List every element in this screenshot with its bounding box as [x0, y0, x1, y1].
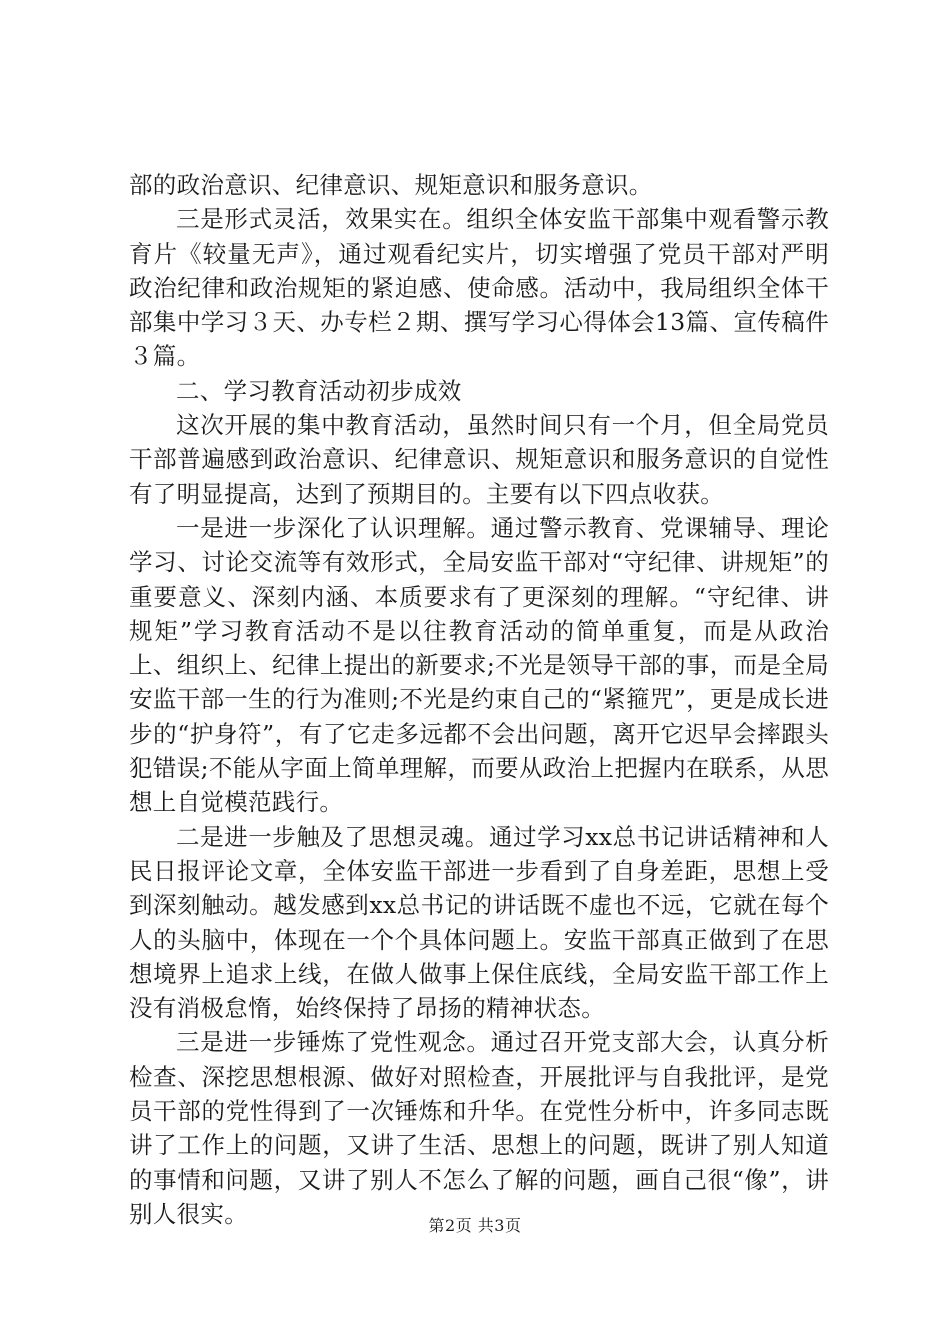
paragraph-overview: 这次开展的集中教育活动，虽然时间只有一个月，但全局党员干部普遍感到政治意识、纪律意识、规矩意识和服务意识的自觉性有了明显提高，达到了预期目的。主要有以下四点收获。 [129, 411, 829, 508]
section-heading: 二、学习教育活动初步成效 [176, 376, 462, 405]
paragraph-gain-one: 一是进一步深化了认识理解。通过警示教育、党课辅导、理论学习、讨论交流等有效形式，全局安监干部对“守纪律、讲规矩”的重要意义、深刻内涵、本质要求有了更深刻的理解。“守纪律、讲规矩”学习教育活动不是以往教育活动的简单重复，而是从政治上、组织上、纪律上提出的新要求;不光是领导干部的事，而是全局安监干部一生的行为准则;不光是约束自己的“紧箍咒”，更是成长进步的“护身符”，有了它走多远都不会出问题，离开它迟早会摔跟头犯错误;不能从字面上简单理解，而要从政治上把握内在联系，从思想上自觉模范践行。 [129, 513, 829, 817]
paragraph-gain-three: 三是进一步锤炼了党性观念。通过召开党支部大会，认真分析检查、深挖思想根源、做好对照检查，开展批评与自我批评，是党员干部的党性得到了一次锤炼和升华。在党性分析中，许多同志既讲了工作上的问题，又讲了生活、思想上的问题，既讲了别人知道的事情和问题，又讲了别人不怎么了解的问题，画自己很“像”，讲别人很实。 [129, 1028, 829, 1228]
paragraph-gain-two: 二是进一步触及了思想灵魂。通过学习xx总书记讲话精神和人民日报评论文章，全体安监干部进一步看到了自身差距，思想上受到深刻触动。越发感到xx总书记的讲话既不虚也不远，它就在每个人的头脑中，体现在一个个具体问题上。安监干部真正做到了在思想境界上追求上线，在做人做事上保住底线，全局安监干部工作上没有消极怠惰，始终保持了昂扬的精神状态。 [129, 822, 829, 1023]
page-number-footer: 第2页 共3页 [428, 1216, 522, 1235]
document-body [129, 168, 829, 1231]
paragraph-continuation: 部的政治意识、纪律意识、规矩意识和服务意识。 [129, 171, 653, 199]
paragraph-form-flexible: 三是形式灵活，效果实在。组织全体安监干部集中观看警示教育片《较量无声》，通过观看纪实片，切实增强了党员干部对严明政治纪律和政治规矩的紧迫感、使命感。活动中，我局组织全体干部集中学习３天、办专栏２期、撰写学习心得体会13篇、宣传稿件３篇。 [129, 205, 829, 371]
